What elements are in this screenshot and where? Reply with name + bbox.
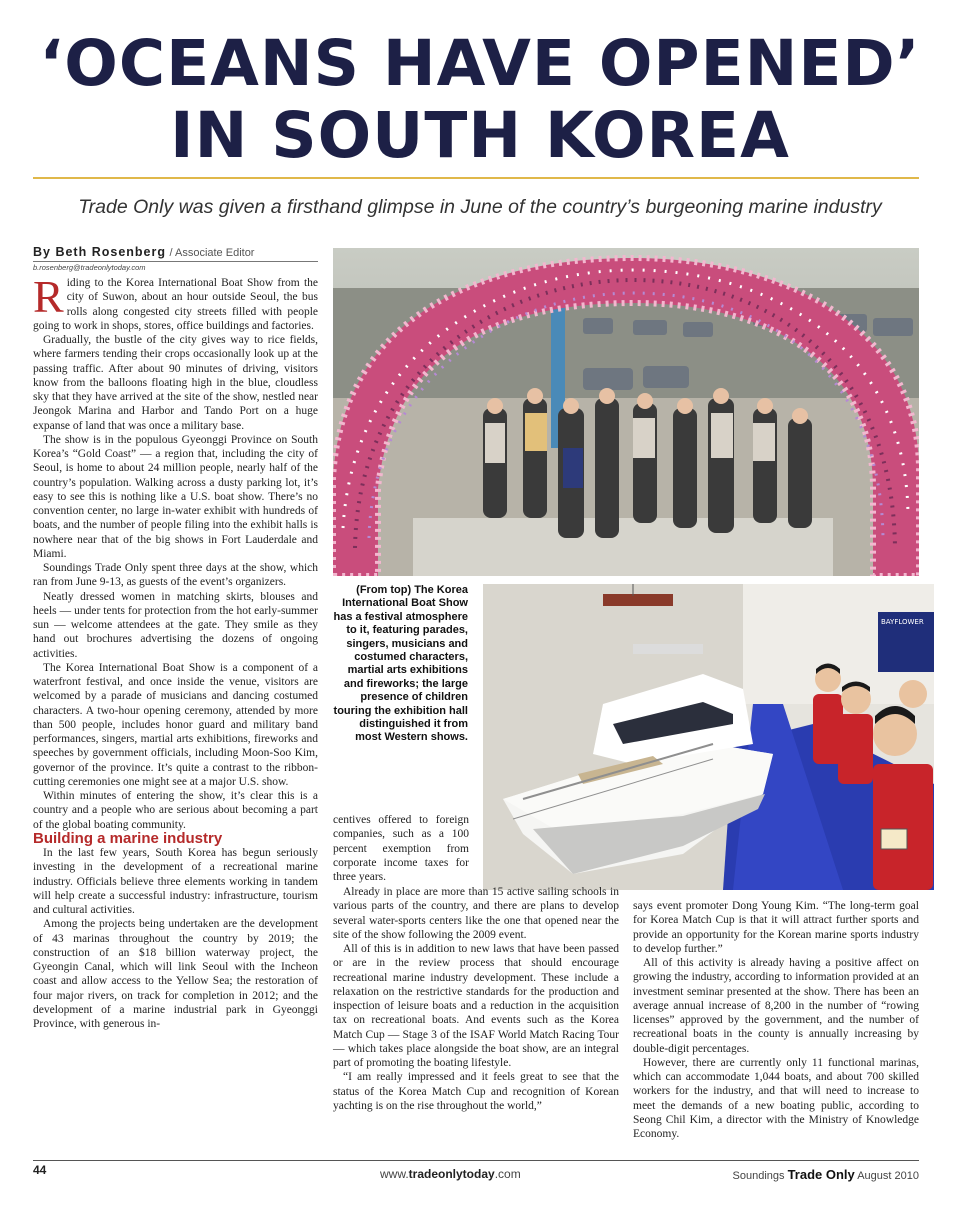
paragraph: Neatly dressed women in matching skirts, blouses and heels — under tents for protection from the hot early-summer sun — welcome attendees at the gate. They smile as they hand out brochures advertising the dozens of ongoing activities. (33, 590, 318, 660)
photo-caption: (From top) The Korea International Boat Show has a festival atmosphere to it, featuring parades, singers, musicians and costumed characters, martial arts exhibitions and fireworks; the large presence of children touring the exhibition hall distinguished it from most Western shows. (333, 584, 468, 744)
paragraph: Among the projects being undertaken are the development of 43 marinas throughout the country by 2019; the construction of an $18 billion waterway project, the Gyeongin Canal, which will link Seoul with the Incheon coast and allow access to the Yellow Sea; the restoration of four major rivers, on track for completion in 2012; and the development of a marine industrial park in Gyeonggi Province, with generous in- (33, 918, 318, 1030)
author-role: / Associate Editor (169, 247, 255, 259)
article-column-2-top (333, 813, 469, 884)
page-number: 44 (33, 1163, 47, 1177)
author-email[interactable]: b.rosenberg@tradeonlytoday.com (33, 263, 146, 272)
article-column-3 (633, 899, 919, 1141)
footer-rule (33, 1160, 919, 1161)
paragraph: Within minutes of entering the show, it’s clear this is a country and a people who are serious about becoming a part of the global boating community. (33, 790, 318, 831)
paragraph: Soundings Trade Only spent three days at the show, which ran from June 9-13, as guests of the event’s organizers. (33, 562, 318, 589)
article-column-2 (333, 885, 619, 1113)
paragraph: centives offered to foreign companies, such as a 100 percent exemption from corporate income taxes for three years. (333, 814, 469, 883)
paragraph: However, there are currently only 11 functional marinas, which can accommodate 1,044 boats, and about 700 skilled workers for the industry, and that will need to increase to meet the demands of a new boating public, according to Seong Chil Kim, a director with the Ministry of Knowledge Economy. (633, 1056, 919, 1140)
photo-flower-arch (333, 248, 919, 576)
author-name: By Beth Rosenberg (33, 245, 166, 259)
paragraph: In the last few years, South Korea has begun seriously investing in the development of a recreational marine industry. Officials believe three elements working in tandem will help create a successful industry: infrastructure, tourism and cultural activities. (33, 847, 318, 916)
byline (33, 245, 318, 262)
photo-boat-model (483, 584, 934, 890)
paragraph: Gradually, the bustle of the city gives way to rice fields, where farmers tending their crops occasionally look up at the passing traffic. After about 90 minutes of driving, visitors know from the balloons floating high in the blue, cloudless sky that they have arrived at the site of the show, nestled near Jeongok Marina and Harbor and Tando Port on a huge expanse of land that was once a military base. (33, 334, 318, 432)
subhead: Building a marine industry (33, 829, 223, 847)
headline-line-1: ‘OCEANS HAVE OPENED’ (39, 27, 921, 100)
headline-line-2: IN SOUTH KOREA (170, 99, 790, 172)
paragraph: All of this activity is already having a positive affect on growing the industry, according to information provided at an investment seminar presented at the show. There has been an average annual increase of 8,200 in the number of “rowing licenses” approved by the government, and the number of recreational boats in the county is annually increasing by double-digit percentages. (633, 957, 919, 1055)
drop-cap: R (33, 271, 64, 322)
paragraph: The Korea International Boat Show is a component of a waterfront festival, and once inside the venue, visitors are welcomed by a parade of musicians and dancing costumed characters. A two-hour opening ceremony, attended by more than 500 people, includes honor guard and military band performances, singers, martial arts exhibitions, fireworks and speeches by government officials, including Moon-Soo Kim, governor of the province. It’s quite a contrast to the ribbon-cutting ceremonies one might see at a major U.S. show. (33, 661, 318, 788)
headline (0, 28, 960, 172)
footer-url[interactable]: www.tradeonlytoday.com (380, 1167, 521, 1181)
paragraph: says event promoter Dong Young Kim. “The long-term goal for Korea Match Cup is that it will attract further sports and provide an opportunity for the Korean marine sports industry to develop further.” (633, 900, 919, 955)
deck: Trade Only was given a firsthand glimpse in June of the country’s burgeoning marine industry (78, 196, 882, 218)
paragraph: The show is in the populous Gyeonggi Province on South Korea’s “Gold Coast” — a region that, including the city of Seoul, is home to about 24 million people, nearly half of the country’s population. Walking across a dusty parking lot, it’s easy to see this is nothing like a U.S. boat show. There’s no convention center, no large in-water exhibit with hundreds of boats, and the number of people filing into the exhibit halls is nowhere near that of the big shows in Fort Lauderdale and Miami. (33, 433, 318, 560)
footer-publication: Soundings Trade Only August 2010 (732, 1167, 919, 1182)
paragraph: Already in place are more than 15 active sailing schools in various parts of the country, and there are plans to develop several water-sports centers like the one that opened near the site of the show following the 2009 event. (333, 886, 619, 941)
headline-rule (33, 177, 919, 179)
booth-sign: BAYFLOWER (881, 618, 924, 626)
paragraph: All of this is in addition to new laws that have been passed or are in the review process that should encourage recreational marine industry development. These include a relaxation on the restrictive standards for the production and inspection of leisure boats and a reduction in the acquisition tax on recreational boats. And events such as the Korea Match Cup — Stage 3 of the ISAF World Match Racing Tour — which takes place alongside the boat show, are an integral part of promoting the boating lifestyle. (333, 943, 619, 1069)
article-column-1 (33, 271, 318, 1031)
paragraph: “I am really impressed and it feels great to see that the status of the Korea Match Cup and recognition of Korean yachting is on the rise throughout the world,” (333, 1071, 619, 1112)
paragraph: Riding to the Korea International Boat Show from the city of Suwon, about an hour outside Seoul, the bus rolls along congested city streets filled with people going to work in shops, stores, office buildings and factories. (33, 271, 318, 332)
boat-model-illustration (483, 584, 934, 890)
flower-arch-illustration (333, 248, 919, 576)
